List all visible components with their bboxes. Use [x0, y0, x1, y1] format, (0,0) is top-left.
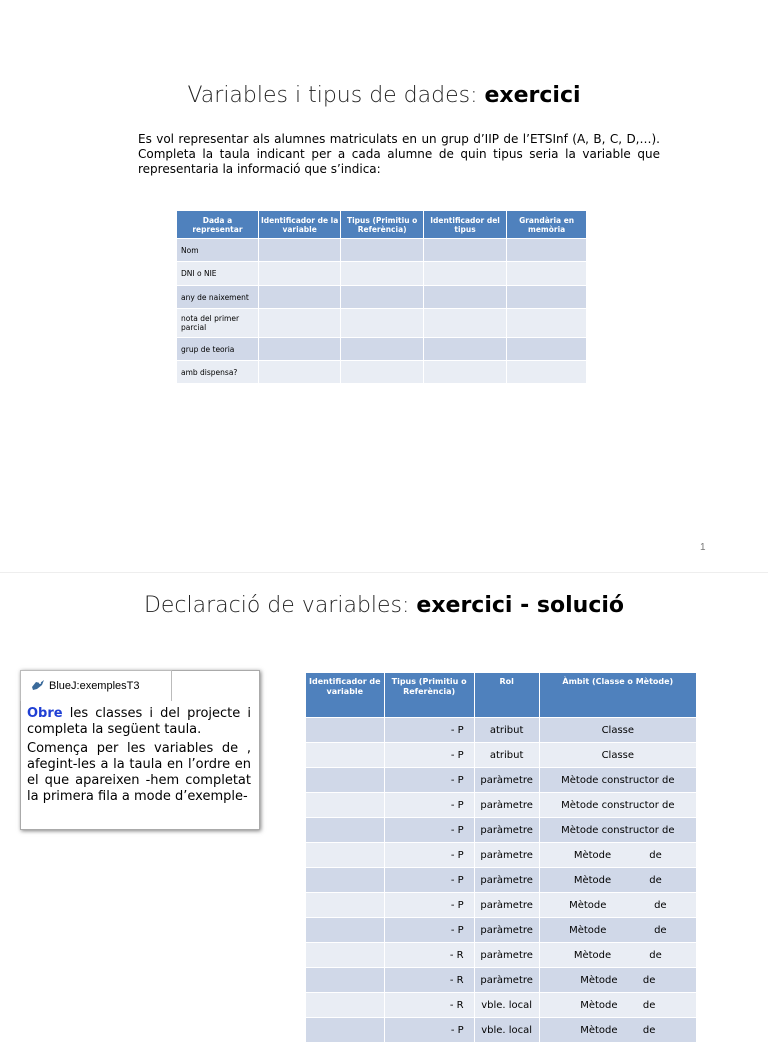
scope-cell: Mètode de — [539, 968, 696, 993]
table-row — [306, 1018, 697, 1043]
empty-cell[interactable] — [341, 361, 424, 384]
row-label: any de naixement — [177, 286, 259, 309]
table-row — [306, 768, 697, 793]
type-cell: - R — [384, 943, 474, 968]
empty-cell[interactable] — [423, 262, 506, 286]
variable-id-cell[interactable] — [306, 843, 385, 868]
col-header: Identificador del tipus — [423, 211, 506, 239]
empty-cell[interactable] — [507, 361, 587, 384]
role-cell: paràmetre — [474, 943, 539, 968]
scope-cell: Mètode de — [539, 843, 696, 868]
table-row — [177, 239, 587, 262]
role-cell: atribut — [474, 718, 539, 743]
slide2-title-bold: exercici - solució — [416, 593, 625, 618]
row-label: nota del primer parcial — [177, 309, 259, 338]
variable-id-cell[interactable] — [306, 918, 385, 943]
col-header: Tipus (Primitiu o Referència) — [384, 673, 474, 718]
type-cell: - R — [384, 968, 474, 993]
role-cell: vble. local — [474, 1018, 539, 1043]
slide1-intro: Es vol representar als alumnes matriculats en un grup d’IIP de l’ETSInf (A, B, C, D,…). Completa la taula indicant per a cada alumne de quin tipus seria la variable que representaria la informació que s’indica: — [138, 132, 660, 176]
empty-cell[interactable] — [341, 309, 424, 338]
slide2-title-plain: Declaració de variables: — [143, 593, 417, 618]
popup-text-1: les classes i del projecte i completa la següent taula. — [27, 706, 251, 737]
bluej-tab-label: BlueJ:exemplesT3 — [49, 680, 140, 692]
type-cell: - P — [384, 1018, 474, 1043]
table-row — [177, 338, 587, 361]
type-cell: - P — [384, 768, 474, 793]
role-cell: paràmetre — [474, 918, 539, 943]
slide1-title-plain: Variables i tipus de dades: — [187, 83, 485, 108]
role-cell: paràmetre — [474, 843, 539, 868]
variable-id-cell[interactable] — [306, 993, 385, 1018]
empty-cell[interactable] — [258, 239, 341, 262]
popup-paragraph-1 — [27, 706, 251, 738]
empty-cell[interactable] — [258, 262, 341, 286]
empty-cell[interactable] — [423, 309, 506, 338]
table-row — [306, 843, 697, 868]
type-cell: - P — [384, 818, 474, 843]
variable-id-cell[interactable] — [306, 968, 385, 993]
table-row — [306, 818, 697, 843]
variable-id-cell[interactable] — [306, 793, 385, 818]
empty-cell[interactable] — [507, 338, 587, 361]
slide1-title — [0, 83, 768, 108]
table-row — [306, 868, 697, 893]
table-row — [306, 793, 697, 818]
slide1-table-header — [177, 211, 587, 239]
empty-cell[interactable] — [341, 286, 424, 309]
empty-cell[interactable] — [258, 338, 341, 361]
type-cell: - P — [384, 868, 474, 893]
table-row — [306, 993, 697, 1018]
page-number: 1 — [700, 542, 706, 553]
scope-cell: Classe — [539, 718, 696, 743]
col-header: Identificador de variable — [306, 673, 385, 718]
variable-id-cell[interactable] — [306, 943, 385, 968]
col-header: Identificador de la variable — [258, 211, 341, 239]
variable-id-cell[interactable] — [306, 743, 385, 768]
empty-cell[interactable] — [341, 338, 424, 361]
role-cell: paràmetre — [474, 893, 539, 918]
role-cell: vble. local — [474, 993, 539, 1018]
scope-cell: Mètode de — [539, 1018, 696, 1043]
popup-body — [27, 706, 251, 808]
slide1-table — [176, 210, 587, 384]
table-row — [306, 968, 697, 993]
type-cell: - P — [384, 893, 474, 918]
scope-cell: Mètode constructor de — [539, 768, 696, 793]
type-cell: - P — [384, 743, 474, 768]
scope-cell: Mètode de — [539, 918, 696, 943]
variable-id-cell[interactable] — [306, 718, 385, 743]
empty-cell[interactable] — [423, 361, 506, 384]
empty-cell[interactable] — [507, 309, 587, 338]
table-row — [177, 286, 587, 309]
slide2-title — [0, 593, 768, 618]
table-row — [306, 893, 697, 918]
scope-cell: Mètode de — [539, 943, 696, 968]
type-cell: - R — [384, 993, 474, 1018]
empty-cell[interactable] — [423, 338, 506, 361]
open-keyword: Obre — [27, 706, 63, 721]
slide2-solution-table — [305, 672, 697, 1043]
empty-cell[interactable] — [507, 239, 587, 262]
role-cell: paràmetre — [474, 868, 539, 893]
col-header: Tipus (Primitiu o Referència) — [341, 211, 424, 239]
variable-id-cell[interactable] — [306, 768, 385, 793]
role-cell: paràmetre — [474, 793, 539, 818]
scope-cell: Classe — [539, 743, 696, 768]
empty-cell[interactable] — [423, 286, 506, 309]
scope-cell: Mètode de — [539, 893, 696, 918]
empty-cell[interactable] — [423, 239, 506, 262]
role-cell: atribut — [474, 743, 539, 768]
scope-cell: Mètode de — [539, 868, 696, 893]
role-cell: paràmetre — [474, 968, 539, 993]
empty-cell[interactable] — [341, 239, 424, 262]
type-cell: - P — [384, 718, 474, 743]
row-label: DNI o NIE — [177, 262, 259, 286]
empty-cell[interactable] — [258, 309, 341, 338]
col-header: Dada a representar — [177, 211, 259, 239]
popup-paragraph-2: Comença per les variables de , afegint-les a la taula en l’ordre en el que apareixen -hem completat la primera fila a mode d’exemple- — [27, 741, 251, 804]
scope-cell: Mètode constructor de — [539, 793, 696, 818]
table-row — [306, 718, 697, 743]
variable-id-cell[interactable] — [306, 893, 385, 918]
role-cell: paràmetre — [474, 768, 539, 793]
type-cell: - P — [384, 843, 474, 868]
table-row — [306, 943, 697, 968]
role-cell: paràmetre — [474, 818, 539, 843]
type-cell: - P — [384, 918, 474, 943]
variable-id-cell[interactable] — [306, 1018, 385, 1043]
bluej-bird-icon — [31, 679, 45, 694]
empty-cell[interactable] — [507, 262, 587, 286]
bluej-window-tab[interactable] — [20, 670, 172, 701]
variable-id-cell[interactable] — [306, 868, 385, 893]
variable-id-cell[interactable] — [306, 818, 385, 843]
col-header: Àmbit (Classe o Mètode) — [539, 673, 696, 718]
slide-divider — [0, 572, 768, 573]
scope-cell: Mètode de — [539, 993, 696, 1018]
empty-cell[interactable] — [341, 262, 424, 286]
row-label: grup de teoria — [177, 338, 259, 361]
type-cell: - P — [384, 793, 474, 818]
scope-cell: Mètode constructor de — [539, 818, 696, 843]
empty-cell[interactable] — [507, 286, 587, 309]
row-label: amb dispensa? — [177, 361, 259, 384]
table-row — [177, 262, 587, 286]
empty-cell[interactable] — [258, 286, 341, 309]
col-header: Rol — [474, 673, 539, 718]
table-row — [306, 743, 697, 768]
slide1-title-bold: exercici — [484, 83, 581, 108]
row-label: Nom — [177, 239, 259, 262]
col-header: Grandària en memòria — [507, 211, 587, 239]
bluej-instructions-popup — [20, 670, 260, 830]
table-row — [177, 361, 587, 384]
table-row — [177, 309, 587, 338]
empty-cell[interactable] — [258, 361, 341, 384]
table-row — [306, 918, 697, 943]
slide2-table-header — [306, 673, 697, 718]
